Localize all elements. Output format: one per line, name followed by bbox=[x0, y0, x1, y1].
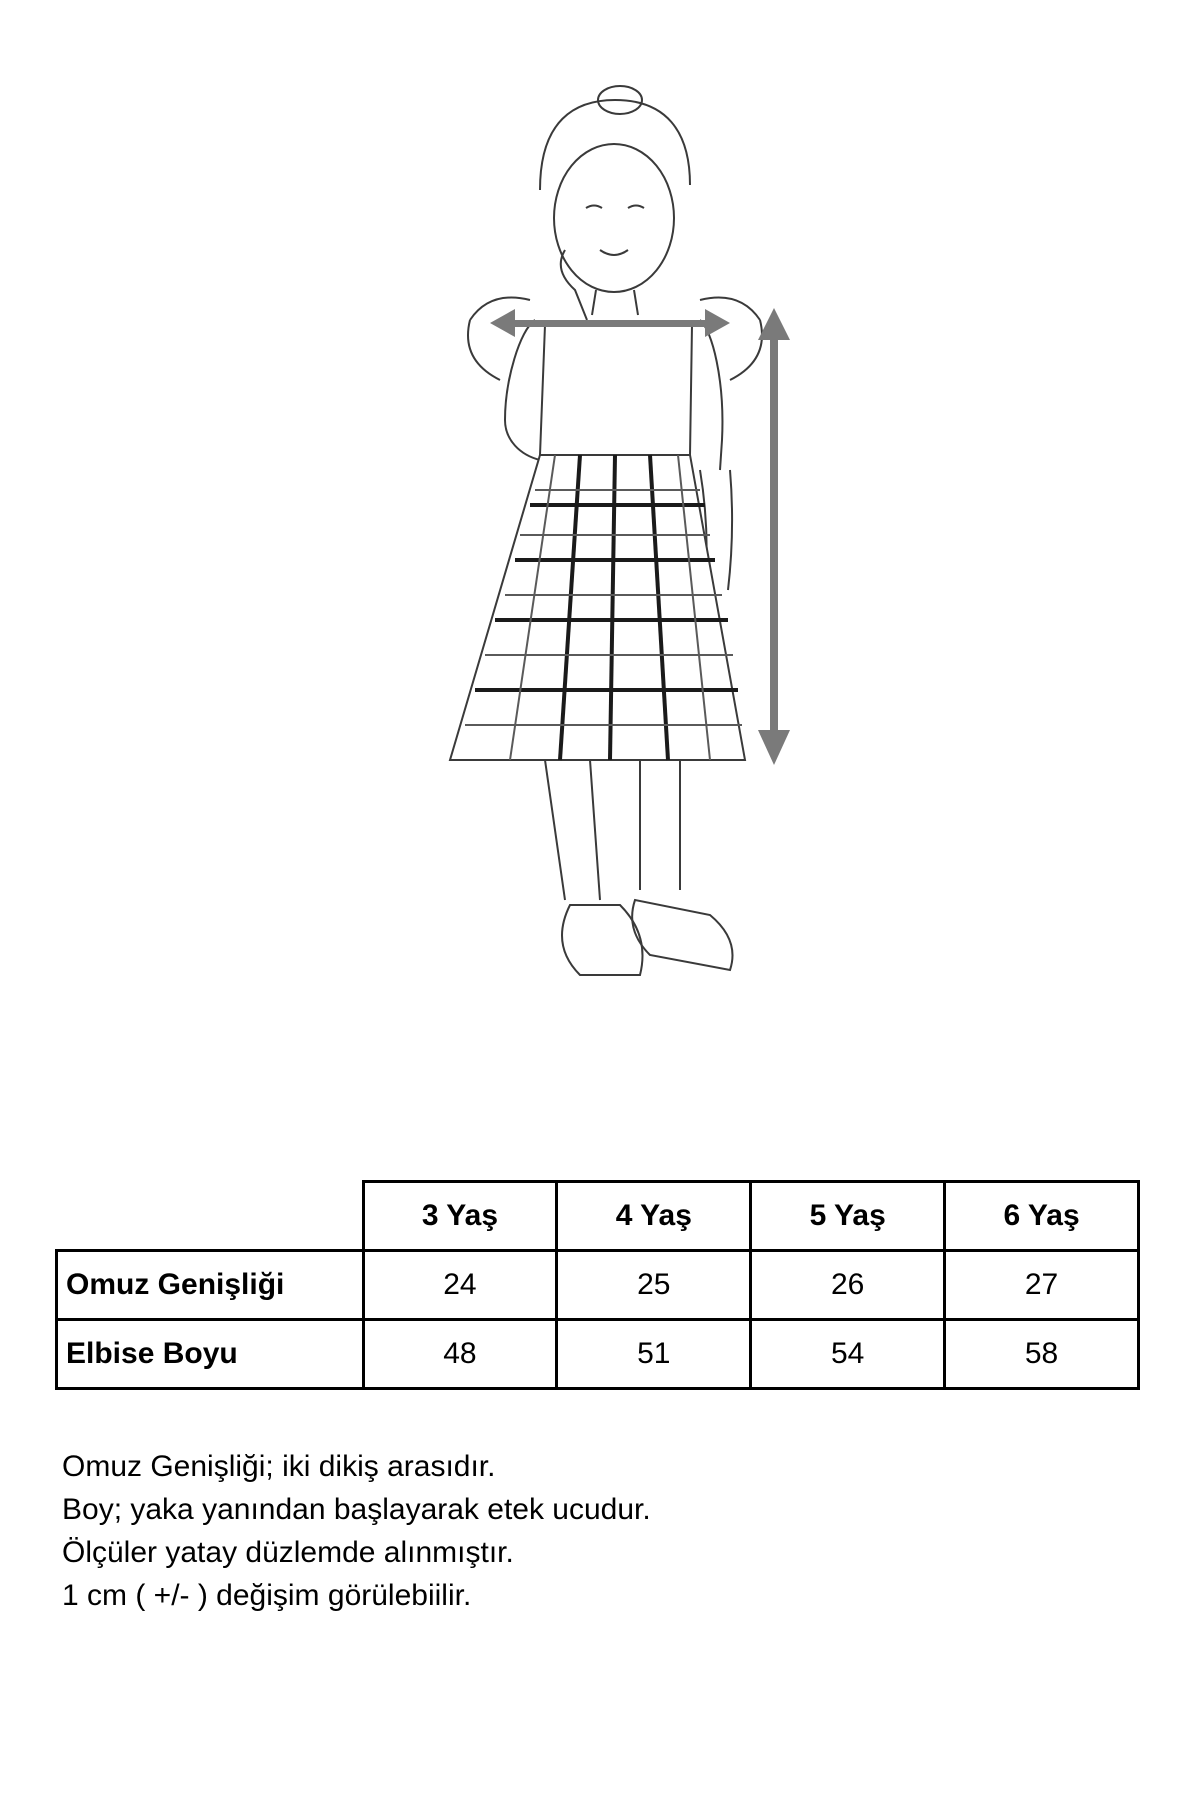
measurement-notes bbox=[62, 1445, 651, 1617]
table-corner-cell bbox=[57, 1182, 364, 1251]
note-line: 1 cm ( +/- ) değişim görülebiilir. bbox=[62, 1579, 472, 1612]
table-row bbox=[57, 1320, 1139, 1389]
row-label: Omuz Genişliği bbox=[57, 1251, 364, 1320]
column-header: 5 Yaş bbox=[751, 1182, 945, 1251]
plaid-skirt bbox=[450, 455, 745, 760]
table-cell: 27 bbox=[945, 1251, 1139, 1320]
dress-length-arrow bbox=[758, 308, 790, 765]
column-header: 4 Yaş bbox=[557, 1182, 751, 1251]
table-row bbox=[57, 1251, 1139, 1320]
column-header: 6 Yaş bbox=[945, 1182, 1139, 1251]
table-cell: 48 bbox=[363, 1320, 557, 1389]
table-cell: 26 bbox=[751, 1251, 945, 1320]
table-cell: 51 bbox=[557, 1320, 751, 1389]
note-line: Ölçüler yatay düzlemde alınmıştır. bbox=[62, 1536, 514, 1569]
table-header-row bbox=[57, 1182, 1139, 1251]
table-cell: 24 bbox=[363, 1251, 557, 1320]
table-cell: 54 bbox=[751, 1320, 945, 1389]
size-table bbox=[55, 1180, 1140, 1390]
note-line: Boy; yaka yanından başlayarak etek ucudur. bbox=[62, 1493, 651, 1526]
column-header: 3 Yaş bbox=[363, 1182, 557, 1251]
child-legs bbox=[545, 760, 733, 975]
table-cell: 25 bbox=[557, 1251, 751, 1320]
note-line: Omuz Genişliği; iki dikiş arasıdır. bbox=[62, 1450, 496, 1483]
child-head bbox=[540, 86, 690, 320]
table-cell: 58 bbox=[945, 1320, 1139, 1389]
row-label: Elbise Boyu bbox=[57, 1320, 364, 1389]
shoulder-width-arrow bbox=[490, 309, 730, 337]
